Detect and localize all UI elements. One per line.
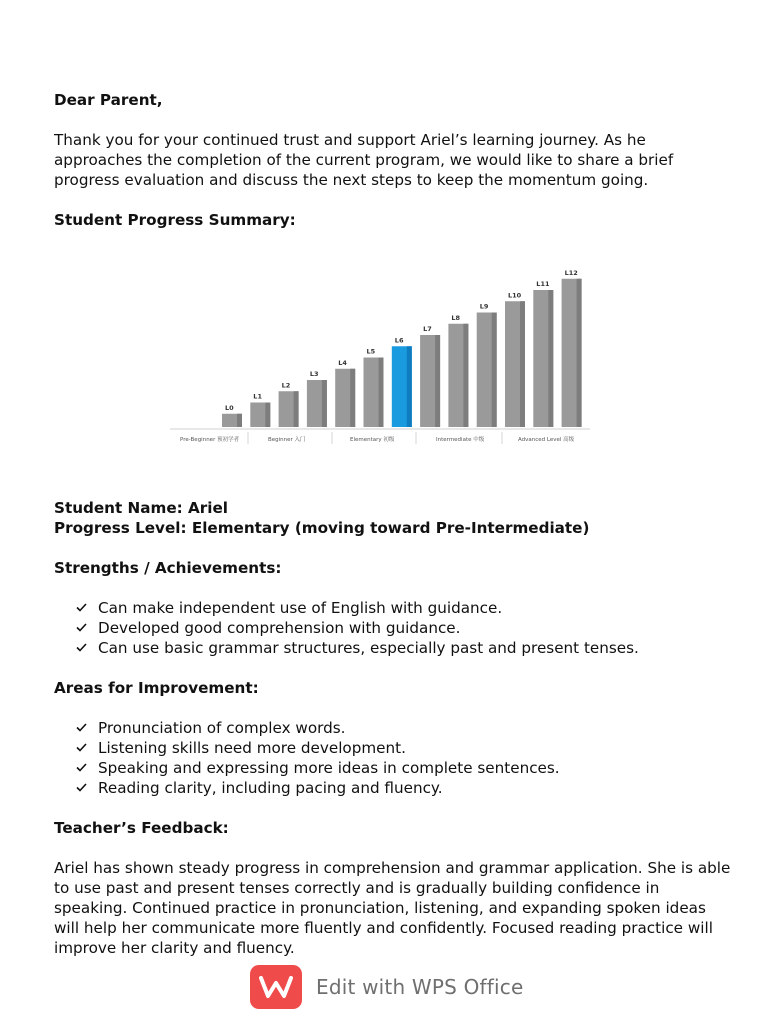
chart-bar-shade: [492, 313, 497, 428]
chart-bar-label: L2: [281, 381, 291, 390]
chart-bar-shade: [463, 324, 468, 427]
list-item: [54, 638, 734, 658]
checkmark-icon: [76, 723, 87, 732]
checkmark-icon: [76, 643, 87, 652]
intro-paragraph: Thank you for your continued trust and support Ariel’s learning journey. As he approaches the completion of the current program, we would like to share a brief progress evaluation and discuss the next steps to keep the momentum going.: [54, 131, 674, 189]
student-details: [54, 498, 734, 958]
list-item: [54, 598, 734, 618]
chart-group-label: Pre-Beginner 预初学者: [180, 437, 240, 443]
strengths-heading: Strengths / Achievements:: [54, 559, 282, 577]
strength-text: Can use basic grammar structures, especially past and present tenses.: [98, 639, 639, 657]
checkmark-icon: [76, 743, 87, 752]
progress-chart-svg: [166, 264, 598, 454]
chart-bar-shade: [435, 335, 440, 427]
chart-bar-shade: [294, 391, 299, 427]
chart-bar-label: L5: [366, 347, 376, 356]
chart-bar-label: L9: [479, 302, 489, 311]
list-item: [54, 758, 734, 778]
list-item: [54, 618, 734, 638]
chart-bar-label: L8: [451, 313, 461, 322]
chart-bar-label: L6: [394, 336, 404, 345]
chart-group-label: Advanced Level 高级: [518, 437, 575, 443]
chart-group-label: Elementary 初级: [350, 437, 395, 443]
chart-group-label: Beginner 入门: [268, 437, 306, 443]
chart-bar-label: L10: [508, 291, 522, 300]
improvement-text: Listening skills need more development.: [98, 739, 406, 757]
chart-bar-label: L0: [225, 403, 234, 412]
improvement-text: Reading clarity, including pacing and fluency.: [98, 779, 443, 797]
improvement-heading: Areas for Improvement:: [54, 679, 259, 697]
strengths-list: [54, 598, 734, 658]
student-name: Student Name: Ariel: [54, 499, 228, 517]
letter-body: [54, 90, 734, 230]
wps-mark-icon: [259, 975, 293, 999]
feedback-paragraph: Ariel has shown steady progress in comprehension and grammar application. She is able to use past and present tenses correctly and is gradually building confidence in speaking. Continued practice in pronunciation, listening, and expanding spoken ideas will help her communicate more fluently and confidently. Focused reading practice will improve her clarity and fluency.: [54, 859, 731, 957]
chart-group-label: Intermediate 中级: [436, 437, 485, 443]
checkmark-icon: [76, 763, 87, 772]
strength-text: Developed good comprehension with guidance.: [98, 619, 461, 637]
list-item: [54, 718, 734, 738]
chart-bar-shade: [265, 403, 270, 428]
list-item: [54, 778, 734, 798]
checkmark-icon: [76, 603, 87, 612]
greeting: Dear Parent,: [54, 91, 163, 109]
strength-text: Can make independent use of English with guidance.: [98, 599, 503, 617]
chart-bar-label: L3: [309, 370, 319, 378]
chart-bar-shade: [520, 301, 525, 427]
chart-bar-label: L4: [338, 358, 347, 367]
improvement-text: Speaking and expressing more ideas in complete sentences.: [98, 759, 560, 777]
improvement-text: Pronunciation of complex words.: [98, 719, 346, 737]
progress-chart: [166, 264, 598, 454]
chart-bar-shade: [577, 279, 582, 427]
chart-bar-shade: [322, 380, 327, 427]
progress-heading: Student Progress Summary:: [54, 211, 296, 229]
improvements-list: [54, 718, 734, 798]
list-item: [54, 738, 734, 758]
feedback-heading: Teacher’s Feedback:: [54, 819, 229, 837]
wps-logo-icon[interactable]: [250, 965, 302, 1009]
checkmark-icon: [76, 623, 87, 632]
wps-footer[interactable]: [250, 965, 523, 1009]
chart-bar-label: L12: [564, 268, 578, 277]
checkmark-icon: [76, 783, 87, 792]
chart-bar-label: L7: [423, 325, 432, 333]
chart-bar-shade: [407, 346, 412, 427]
chart-bar-shade: [350, 369, 355, 427]
chart-bar-shade: [548, 290, 553, 427]
chart-bar-label: L1: [253, 392, 262, 401]
chart-bar-shade: [237, 414, 242, 427]
progress-level: Progress Level: Elementary (moving toward Pre-Intermediate): [54, 519, 590, 537]
chart-bar-shade: [379, 358, 384, 428]
wps-edit-label[interactable]: Edit with WPS Office: [316, 975, 524, 999]
chart-bar-label: L11: [536, 280, 550, 288]
